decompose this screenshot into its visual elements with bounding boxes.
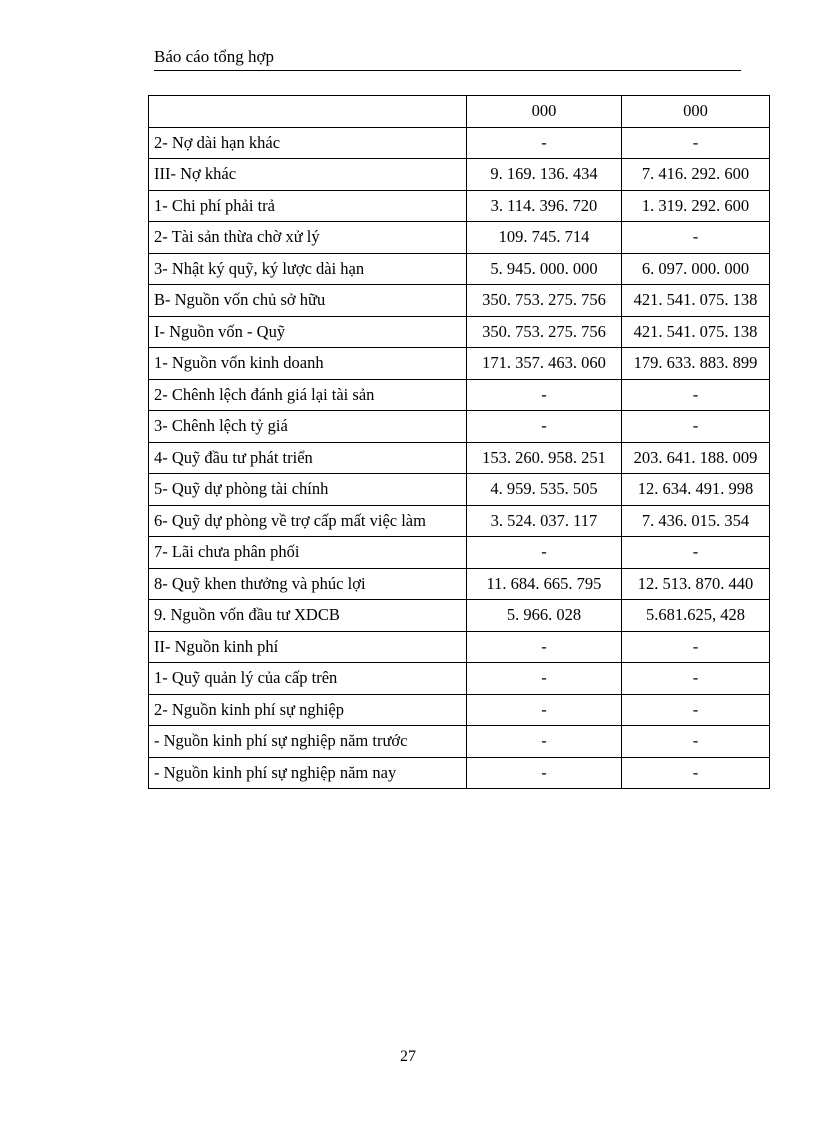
value-cell-2: 1. 319. 292. 600 <box>622 190 770 222</box>
value-cell-2: - <box>622 411 770 443</box>
table-row <box>149 348 770 380</box>
table-row <box>149 316 770 348</box>
value-cell-1: 5. 945. 000. 000 <box>467 253 622 285</box>
value-cell-1: - <box>467 411 622 443</box>
value-cell-1: 000 <box>467 96 622 128</box>
row-label: 3- Chênh lệch tỷ giá <box>149 411 467 443</box>
page-header: Báo cáo tổng hợp <box>154 47 741 71</box>
value-cell-1: 109. 745. 714 <box>467 222 622 254</box>
row-label: 2- Nguồn kinh phí sự nghiệp <box>149 694 467 726</box>
table-row <box>149 600 770 632</box>
row-label: 2- Tài sản thừa chờ xử lý <box>149 222 467 254</box>
value-cell-1: 9. 169. 136. 434 <box>467 159 622 191</box>
table-row <box>149 757 770 789</box>
value-cell-1: - <box>467 537 622 569</box>
row-label: 6- Quỹ dự phòng về trợ cấp mất việc làm <box>149 505 467 537</box>
value-cell-2: 12. 513. 870. 440 <box>622 568 770 600</box>
table-row <box>149 159 770 191</box>
row-label: 3- Nhật ký quỹ, ký lược dài hạn <box>149 253 467 285</box>
value-cell-1: - <box>467 631 622 663</box>
row-label <box>149 96 467 128</box>
row-label: 8- Quỹ khen thưởng và phúc lợi <box>149 568 467 600</box>
table-row <box>149 726 770 758</box>
table-row <box>149 694 770 726</box>
value-cell-1: - <box>467 663 622 695</box>
value-cell-2: 203. 641. 188. 009 <box>622 442 770 474</box>
value-cell-2: - <box>622 694 770 726</box>
balance-sheet-table <box>148 95 770 789</box>
value-cell-1: 3. 524. 037. 117 <box>467 505 622 537</box>
value-cell-1: - <box>467 757 622 789</box>
value-cell-1: - <box>467 379 622 411</box>
value-cell-2: 000 <box>622 96 770 128</box>
table-row <box>149 663 770 695</box>
table-row <box>149 379 770 411</box>
table-row <box>149 411 770 443</box>
row-label: I- Nguồn vốn - Quỹ <box>149 316 467 348</box>
value-cell-1: 171. 357. 463. 060 <box>467 348 622 380</box>
table-row <box>149 96 770 128</box>
value-cell-2: 5.681.625, 428 <box>622 600 770 632</box>
row-label: 2- Chênh lệch đánh giá lại tài sản <box>149 379 467 411</box>
value-cell-1: 350. 753. 275. 756 <box>467 316 622 348</box>
row-label: 4- Quỹ đầu tư phát triển <box>149 442 467 474</box>
row-label: 5- Quỹ dự phòng tài chính <box>149 474 467 506</box>
value-cell-1: 11. 684. 665. 795 <box>467 568 622 600</box>
table-row <box>149 568 770 600</box>
row-label: 2- Nợ dài hạn khác <box>149 127 467 159</box>
value-cell-2: - <box>622 631 770 663</box>
table-row <box>149 222 770 254</box>
row-label: II- Nguồn kinh phí <box>149 631 467 663</box>
table-row <box>149 474 770 506</box>
row-label: 1- Nguồn vốn kinh doanh <box>149 348 467 380</box>
row-label: 1- Chi phí phải trả <box>149 190 467 222</box>
value-cell-2: 421. 541. 075. 138 <box>622 316 770 348</box>
value-cell-2: 7. 436. 015. 354 <box>622 505 770 537</box>
value-cell-2: 421. 541. 075. 138 <box>622 285 770 317</box>
table-row <box>149 285 770 317</box>
value-cell-2: 7. 416. 292. 600 <box>622 159 770 191</box>
value-cell-1: - <box>467 127 622 159</box>
value-cell-2: 179. 633. 883. 899 <box>622 348 770 380</box>
row-label: 7- Lãi chưa phân phối <box>149 537 467 569</box>
value-cell-2: - <box>622 222 770 254</box>
page-number: 27 <box>400 1048 416 1065</box>
table-row <box>149 505 770 537</box>
table-row <box>149 253 770 285</box>
table-row <box>149 127 770 159</box>
row-label: - Nguồn kinh phí sự nghiệp năm nay <box>149 757 467 789</box>
table-row <box>149 190 770 222</box>
value-cell-1: 4. 959. 535. 505 <box>467 474 622 506</box>
row-label: - Nguồn kinh phí sự nghiệp năm trước <box>149 726 467 758</box>
row-label: 1- Quỹ quản lý của cấp trên <box>149 663 467 695</box>
value-cell-1: 5. 966. 028 <box>467 600 622 632</box>
value-cell-1: 3. 114. 396. 720 <box>467 190 622 222</box>
value-cell-2: - <box>622 537 770 569</box>
value-cell-2: - <box>622 663 770 695</box>
value-cell-1: - <box>467 726 622 758</box>
value-cell-1: 350. 753. 275. 756 <box>467 285 622 317</box>
value-cell-1: - <box>467 694 622 726</box>
row-label: 9. Nguồn vốn đầu tư XDCB <box>149 600 467 632</box>
value-cell-2: 12. 634. 491. 998 <box>622 474 770 506</box>
value-cell-2: 6. 097. 000. 000 <box>622 253 770 285</box>
value-cell-2: - <box>622 127 770 159</box>
value-cell-2: - <box>622 757 770 789</box>
table-row <box>149 442 770 474</box>
value-cell-2: - <box>622 379 770 411</box>
value-cell-2: - <box>622 726 770 758</box>
row-label: B- Nguồn vốn chủ sở hữu <box>149 285 467 317</box>
table-row <box>149 631 770 663</box>
row-label: III- Nợ khác <box>149 159 467 191</box>
table-row <box>149 537 770 569</box>
value-cell-1: 153. 260. 958. 251 <box>467 442 622 474</box>
